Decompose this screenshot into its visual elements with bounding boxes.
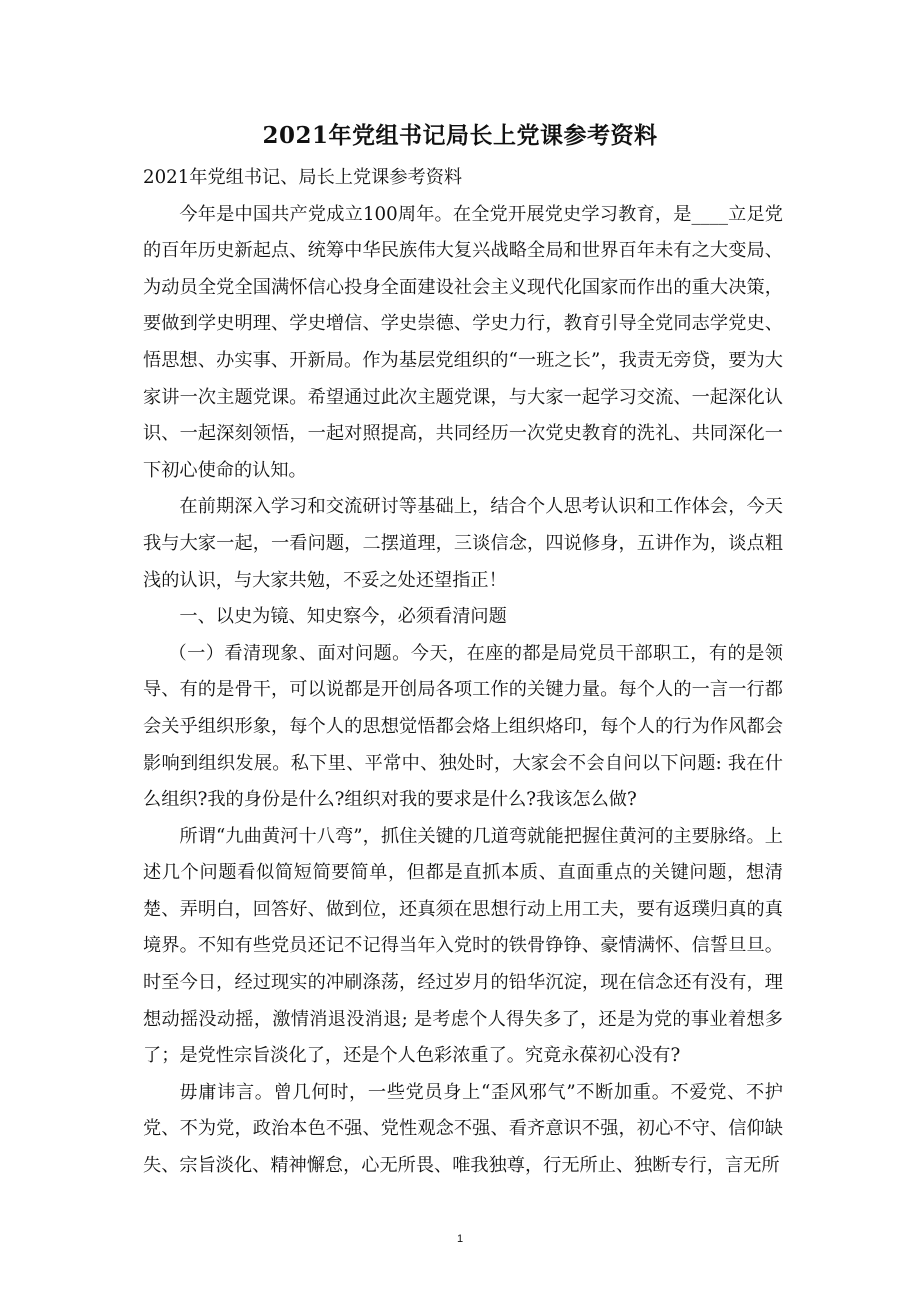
section-heading-1: 一、以史为镜、知史察今，必须看清问题 [179, 606, 507, 628]
paragraph-yellow-river: 所谓“九曲黄河十八弯”，抓住关键的几道弯就能把握住黄河的主要脉络。上述几个问题看似简短简要简单，但都是直抓本质、直面重点的关键问题，想清楚、弄明白，回答好、做到位，还真须在思想行动上用工夫，要有返璞归真的真境界。不知有些党员还记不记得当年入党时的铁骨铮铮、豪情满怀、信誓旦旦。时至今日，经过现实的冲刷涤荡，经过岁月的铅华沉淀，现在信念还有没有，理想动摇没动摇，激情消退没消退; 是考虑个人得失多了，还是为党的事业着想多了；是党性宗旨淡化了，还是个人色彩浓重了。究竟永葆初心没有? [143, 825, 783, 1067]
page-number: 1 [456, 1233, 464, 1245]
document-subtitle: 2021年党组书记、局长上党课参考资料 [143, 167, 463, 188]
document-body [143, 160, 783, 1185]
paragraph-outline: 在前期深入学习和交流研讨等基础上，结合个人思考认识和工作体会，今天我与大家一起，一看问题，二摆道理，三谈信念，四说修身，五讲作为，谈点粗浅的认识，与大家共勉，不妥之处还望指正！ [143, 496, 783, 591]
paragraph-unhealthy-trends: 毋庸讳言。曾几何时，一些党员身上“歪风邪气”不断加重。不爱党、不护党、不为党，政治本色不强、党性观念不强、看齐意识不强，初心不守、信仰缺失、宗旨淡化、精神懈怠，心无所畏、唯我独尊，行无所止、独断专行，言无所 [143, 1081, 783, 1177]
document-title: 2021年党组书记局长上党课参考资料 [262, 122, 658, 149]
paragraph-subsection-1: （一）看清现象、面对问题。今天，在座的都是局党员干部职工，有的是领导、有的是骨干，可以说都是开创局各项工作的关键力量。每个人的一言一行都会关乎组织形象，每个人的思想觉悟都会烙上组织烙印，每个人的行为作风都会影响到组织发展。私下里、平常中、独处时，大家会不会自问以下问题: 我在什么组织?我的身份是什么?组织对我的要求是什么?我该怎么做? [143, 642, 783, 811]
paragraph-intro: 今年是中国共产党成立100周年。在全党开展党史学习教育，是____立足党的百年历史新起点、统筹中华民族伟大复兴战略全局和世界百年未有之大变局、为动员全党全国满怀信心投身全面建设社会主义现代化国家而作出的重大决策，要做到学史明理、学史增信、学史崇德、学史力行，教育引导全党同志学党史、悟思想、办实事、开新局。作为基层党组织的“一班之长”，我责无旁贷，要为大家讲一次主题党课。希望通过此次主题党课，与大家一起学习交流、一起深化认识、一起深刻领悟，一起对照提高，共同经历一次党史教育的洗礼、共同深化一下初心使命的认知。 [143, 203, 783, 481]
